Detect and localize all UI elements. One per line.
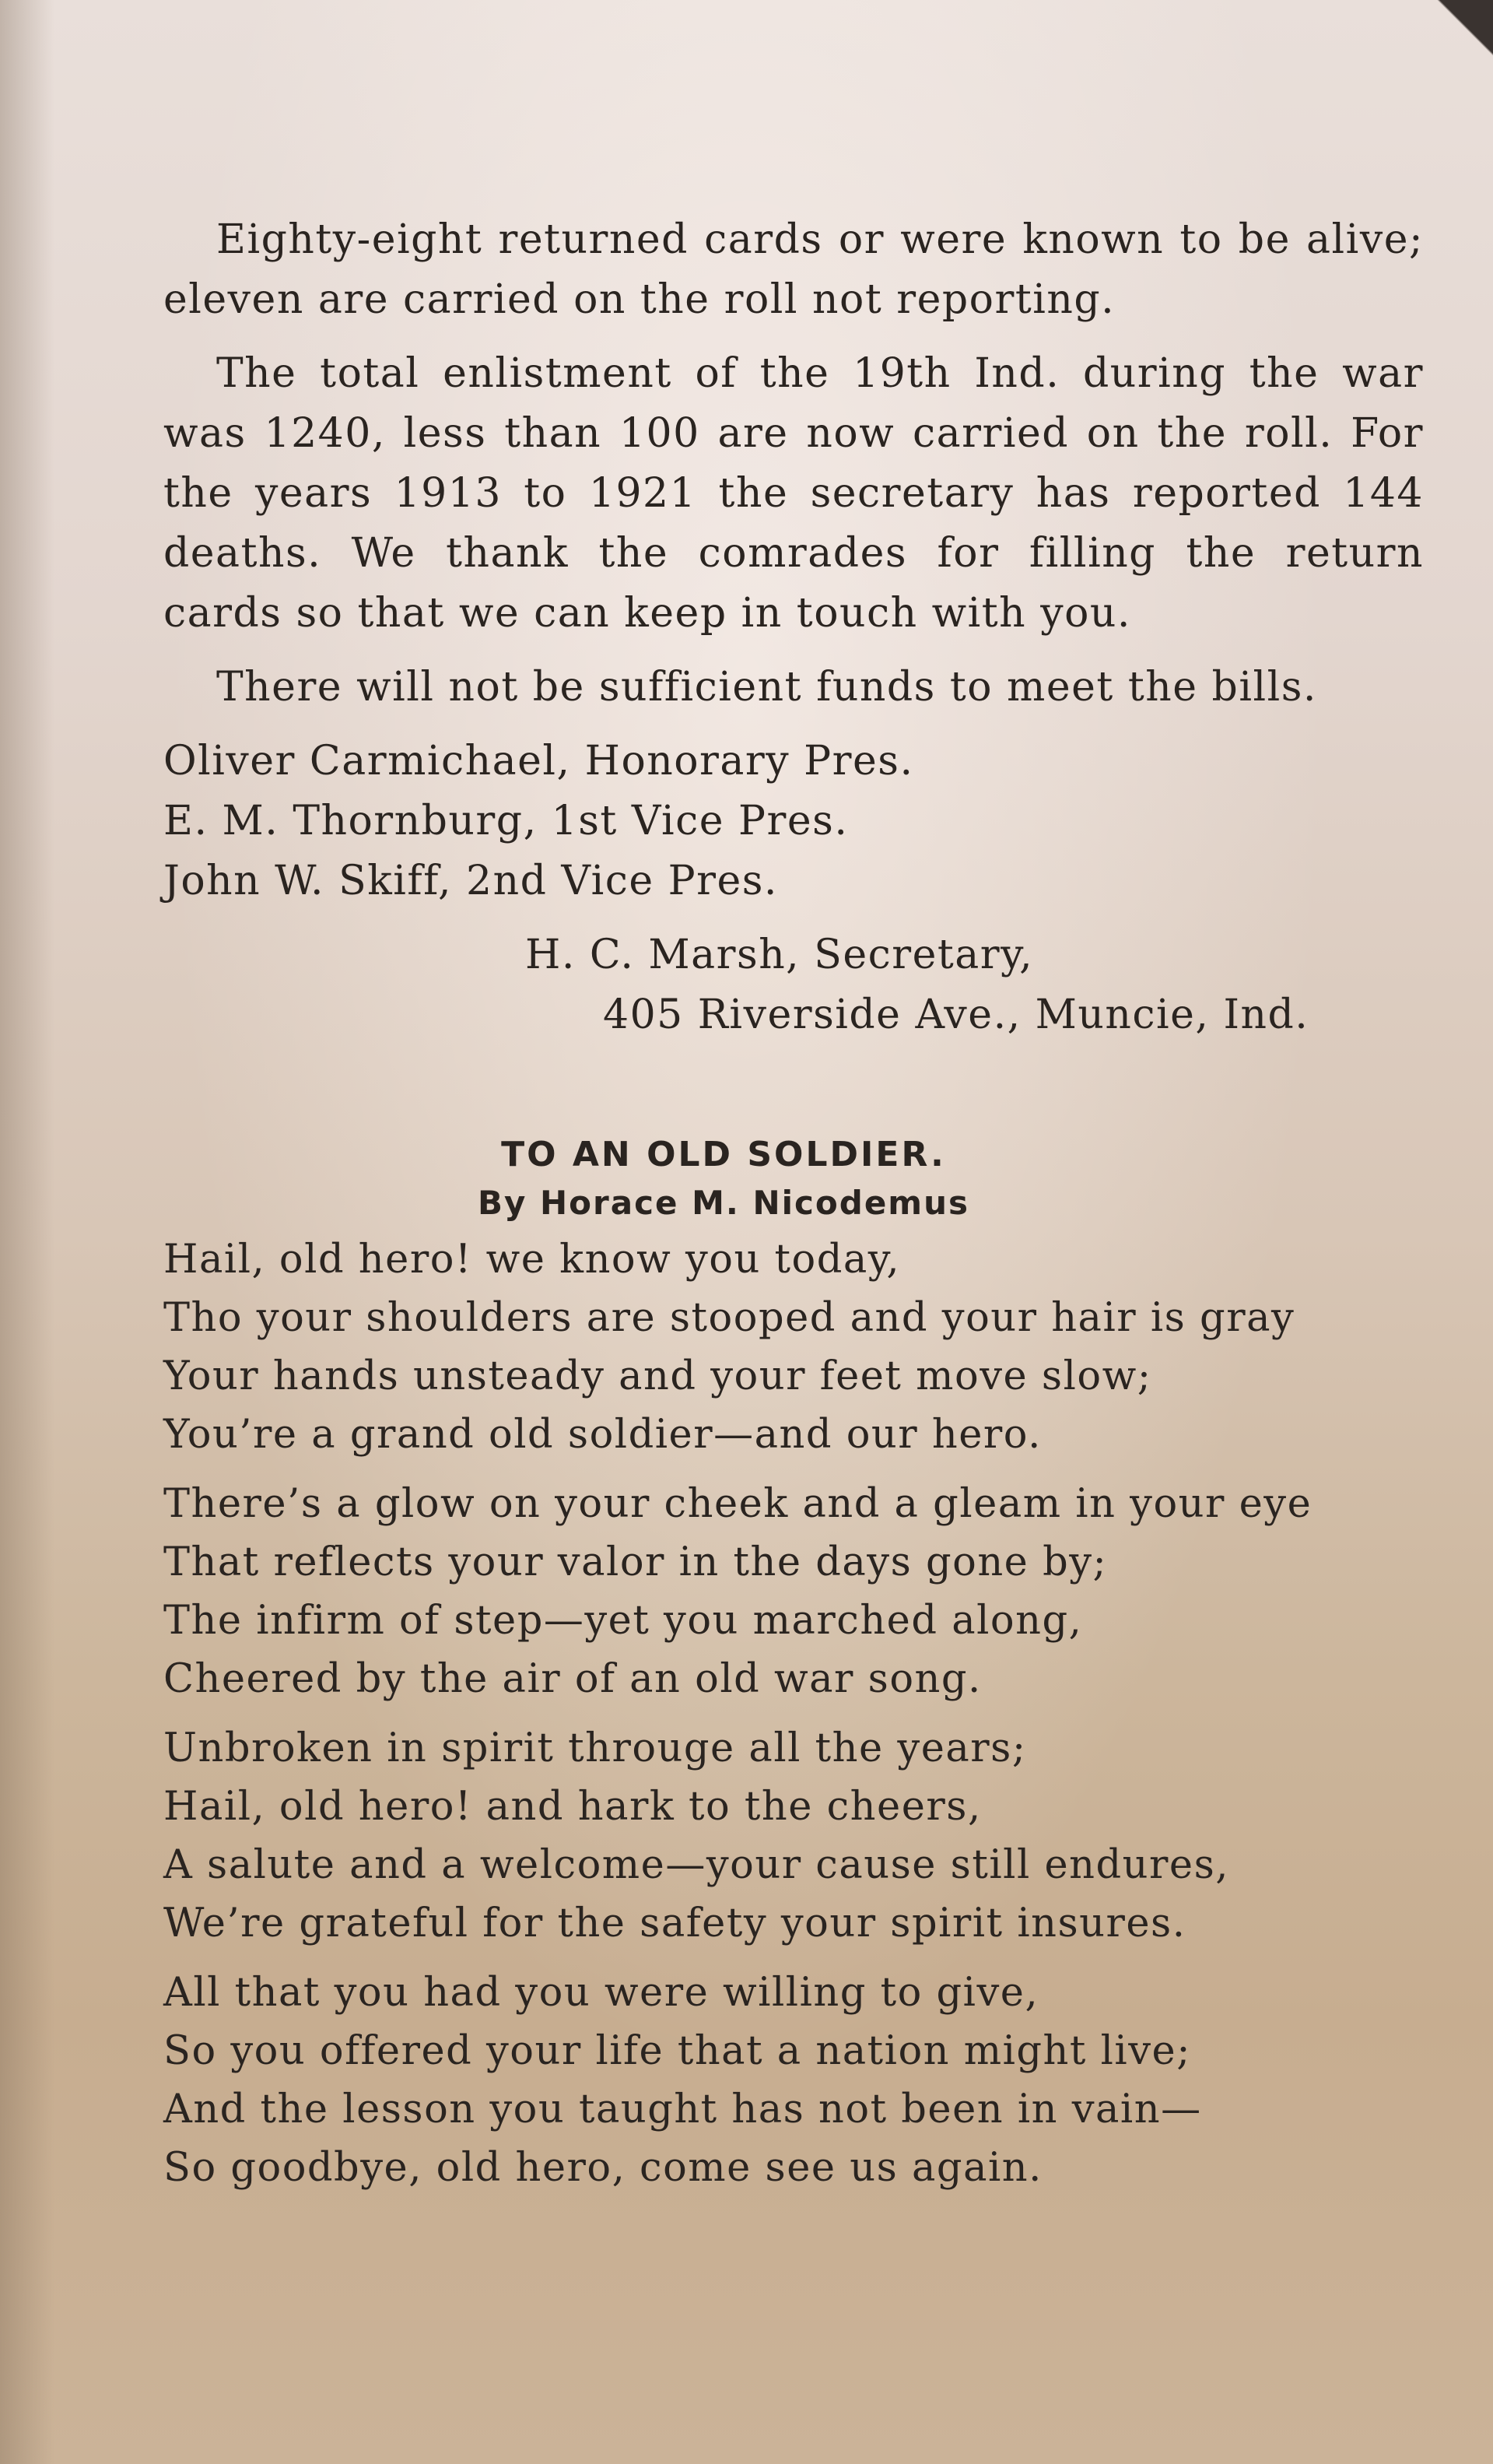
officer-first-vice-president: E. M. Thornburg, 1st Vice Pres. bbox=[163, 798, 849, 844]
poem-line: The infirm of step—yet you marched along, bbox=[163, 1598, 1083, 1644]
officer-honorary-president: Oliver Carmichael, Honorary Pres. bbox=[163, 738, 914, 784]
officer-list bbox=[163, 732, 1424, 911]
secretary-name: H. C. Marsh, Secretary, bbox=[525, 932, 1034, 978]
poem-line: We’re grateful for the safety your spirit insures. bbox=[163, 1901, 1186, 1946]
poem-title: TO AN OLD SOLDIER. bbox=[501, 1135, 946, 1174]
poem-line: Hail, old hero! and hark to the cheers, bbox=[163, 1784, 982, 1830]
poem-line: Cheered by the air of an old war song. bbox=[163, 1656, 982, 1702]
poem-line: Your hands unsteady and your feet move slow; bbox=[163, 1353, 1152, 1399]
poem-stanza bbox=[163, 1475, 1424, 1708]
poem-line: So goodbye, old hero, come see us again. bbox=[163, 2145, 1043, 2191]
poem-line: Tho your shoulders are stooped and your hair is gray bbox=[163, 1295, 1295, 1341]
page-shadow bbox=[0, 0, 54, 2464]
paragraph-enlistment: The total enlistment of the 19th Ind. during the war was 1240, less than 100 are now carried on the roll. For the years 1913 to 1921 the secretary has reported 144 deaths. We thank the comrades for filling the return cards so that we can keep in touch with you. bbox=[163, 350, 1424, 637]
poem-line: All that you had you were willing to give, bbox=[163, 1970, 1039, 2016]
folded-corner bbox=[1423, 0, 1493, 70]
poem-stanza bbox=[163, 1719, 1424, 1953]
poem-line: Unbroken in spirit througe all the years; bbox=[163, 1725, 1027, 1771]
poem-line: Hail, old hero! we know you today, bbox=[163, 1237, 901, 1283]
document-text bbox=[163, 210, 1424, 2208]
poem-line: You’re a grand old soldier—and our hero. bbox=[163, 1412, 1042, 1458]
secretary-address: 405 Riverside Ave., Muncie, Ind. bbox=[603, 992, 1309, 1038]
poem-line: There’s a glow on your cheek and a gleam in your eye bbox=[163, 1481, 1313, 1527]
poem-line: So you offered your life that a nation might live; bbox=[163, 2028, 1191, 2074]
poem-line: That reflects your valor in the days gone by; bbox=[163, 1539, 1108, 1585]
officer-second-vice-president: John W. Skiff, 2nd Vice Pres. bbox=[163, 858, 778, 904]
poem-line: A salute and a welcome—your cause still endures, bbox=[163, 1842, 1229, 1888]
poem-line: And the lesson you taught has not been in vain— bbox=[163, 2087, 1202, 2132]
paragraph-funds: There will not be sufficient funds to meet the bills. bbox=[216, 664, 1317, 711]
poem-author: By Horace M. Nicodemus bbox=[478, 1184, 969, 1222]
poem-stanza bbox=[163, 1964, 1424, 2197]
poem-stanza bbox=[163, 1230, 1424, 1464]
paragraph-returned-cards: Eighty-eight returned cards or were known to be alive; eleven are carried on the roll not reporting. bbox=[163, 216, 1424, 323]
